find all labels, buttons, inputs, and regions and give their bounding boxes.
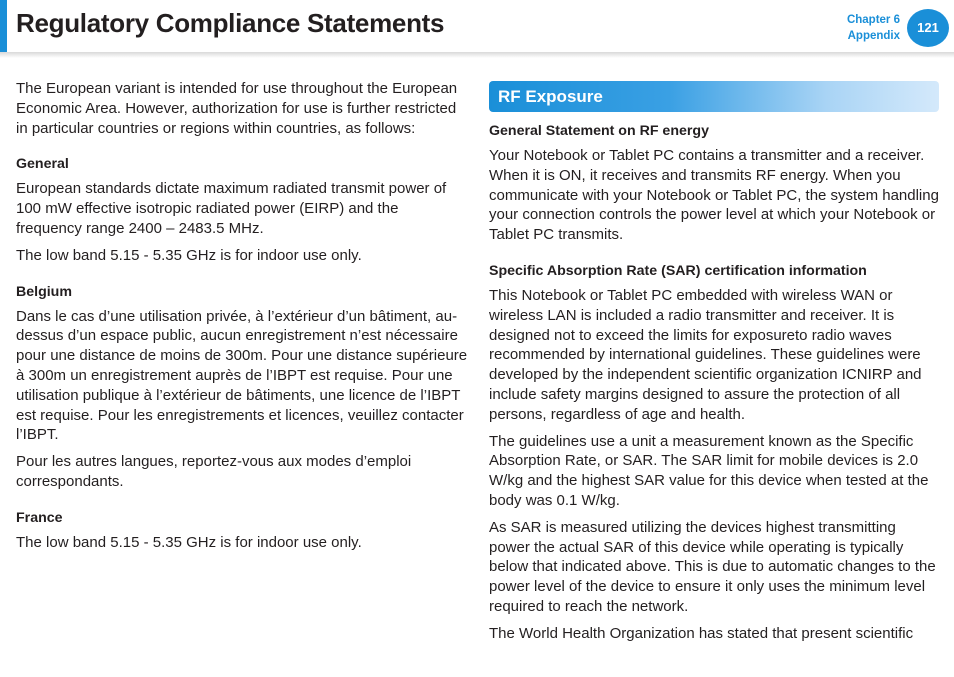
belgium-heading: Belgium [16, 283, 72, 300]
sar-paragraph-2: The guidelines use a unit a measurement known as the Specific Absorption Rate, or SAR. The SAR limit for mobile devices is 2.0 W/kg and the highest SAR value for this device when tested at the body was 0.1 W/kg. [489, 432, 929, 509]
sar-heading: Specific Absorption Rate (SAR) certification information [489, 262, 867, 279]
sar-paragraph-3: As SAR is measured utilizing the devices highest transmitting power the actual SAR of this device while operating is typically below that indicated above. This is due to automatic changes to the power level of the device to ensure it only uses the minimum level required to reach the network. [489, 518, 936, 615]
right-column [489, 81, 939, 651]
chapter-number: Chapter 6 [846, 14, 900, 26]
chapter-label [847, 12, 900, 44]
france-heading: France [16, 509, 63, 526]
rf-exposure-section-bar: RF Exposure [489, 81, 939, 112]
sar-paragraph-1: This Notebook or Tablet PC embedded with wireless WAN or wireless LAN is included a radio transmitter and receiver. It is designed not to exceed the limits for exposureto radio waves recommended by international guidelines. These guidelines were developed by the independent scientific organization ICNIRP and include safety margins designed to assure the protection of all persons, regardless of age and health. [489, 286, 922, 423]
chapter-section: Appendix [847, 30, 900, 42]
general-indoor-paragraph: The low band 5.15 - 5.35 GHz is for indoor use only. [16, 246, 362, 264]
general-paragraph: European standards dictate maximum radiated transmit power of 100 mW effective isotropic radiated power (EIRP) and the frequency range 2400 – 2483.5 MHz. [16, 180, 447, 237]
belgium-paragraph: Dans le cas d’une utilisation privée, à l’extérieur d’un bâtiment, au-dessus d’un espace public, aucun enregistrement n’est nécessaire pour une distance de moins de 300m. Pour une distance supérieure à 300m un enregistrement auprès de l’IBPT est requise. Pour une utilisation publique à l’extérieur de bâtiments, une licence de l’IBPT est requise. Pour les enregistrements et licences, veuillez contacter l’IBPT. [16, 307, 468, 444]
page-number-badge: 121 [907, 9, 949, 47]
rf-energy-heading: General Statement on RF energy [489, 123, 709, 139]
header-divider [0, 52, 954, 58]
intro-paragraph: The European variant is intended for use throughout the European Economic Area. However, authorization for use is further restricted in particular countries or regions within countries, as follows: [16, 80, 458, 137]
general-heading: General [16, 156, 69, 173]
left-column [16, 79, 468, 560]
page-title: Regulatory Compliance Statements [16, 8, 445, 38]
rf-energy-paragraph: Your Notebook or Tablet PC contains a transmitter and a receiver. When it is ON, it receives and transmits RF energy. When you communicate with your Notebook or Tablet PC, the system handling your connection controls the power level at which your Notebook or Tablet PC transmits. [489, 147, 939, 244]
page-header [0, 0, 954, 58]
sar-paragraph-4: The World Health Organization has stated that present scientific [489, 624, 914, 642]
header-accent-bar [0, 0, 7, 52]
france-paragraph: The low band 5.15 - 5.35 GHz is for indoor use only. [16, 533, 362, 551]
belgium-languages-paragraph: Pour les autres langues, reportez-vous aux modes d’emploi correspondants. [16, 453, 412, 490]
